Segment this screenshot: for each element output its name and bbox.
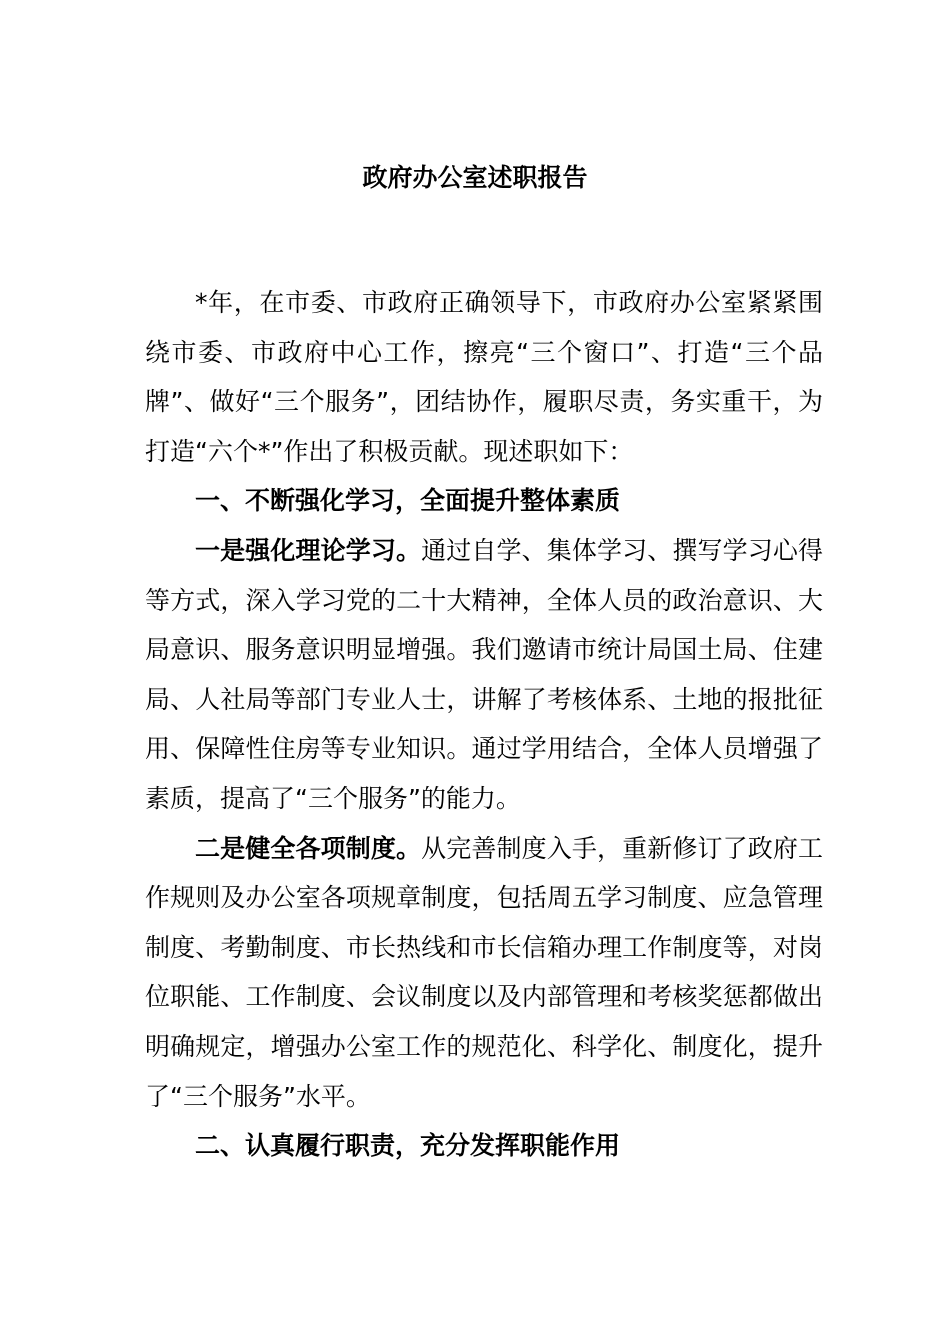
section-1-item-1-text: 通过自学、集体学习、撰写学习心得等方式，深入学习党的二十大精神，全体人员的政治意识、大局意识、服务意识明显增强。我们邀请市统计局国土局、住建局、人社局等部门专业人士，讲解了考核体系、土地的报批征用、保障性住房等专业知识。通过学用结合，全体人员增强了素质，提高了“三个服务”的能力。: [145, 535, 823, 813]
section-1-item-2-lead: 二是健全各项制度。: [195, 833, 422, 863]
section-1-item-1-paragraph: [145, 526, 823, 824]
intro-paragraph: *年，在市委、市政府正确领导下，市政府办公室紧紧围绕市委、市政府中心工作，擦亮“三个窗口”、打造“三个品牌”、做好“三个服务”，团结协作，履职尽责，务实重干，为打造“六个*”作出了积极贡献。现述职如下：: [145, 288, 823, 466]
section-2-heading: 二、认真履行职责，充分发挥职能作用: [195, 1131, 621, 1161]
document-body: [145, 278, 823, 1171]
document-title: 政府办公室述职报告: [362, 163, 588, 192]
section-1-item-2-text: 从完善制度入手，重新修订了政府工作规则及办公室各项规章制度，包括周五学习制度、应急管理制度、考勤制度、市长热线和市长信箱办理工作制度等，对岗位职能、工作制度、会议制度以及内部管理和考核奖惩都做出明确规定，增强办公室工作的规范化、科学化、制度化，提升了“三个服务”水平。: [145, 833, 823, 1111]
section-1-item-1-lead: 一是强化理论学习。: [195, 535, 422, 565]
section-1-heading: 一、不断强化学习，全面提升整体素质: [195, 486, 621, 516]
section-1-item-2-paragraph: [145, 824, 823, 1122]
